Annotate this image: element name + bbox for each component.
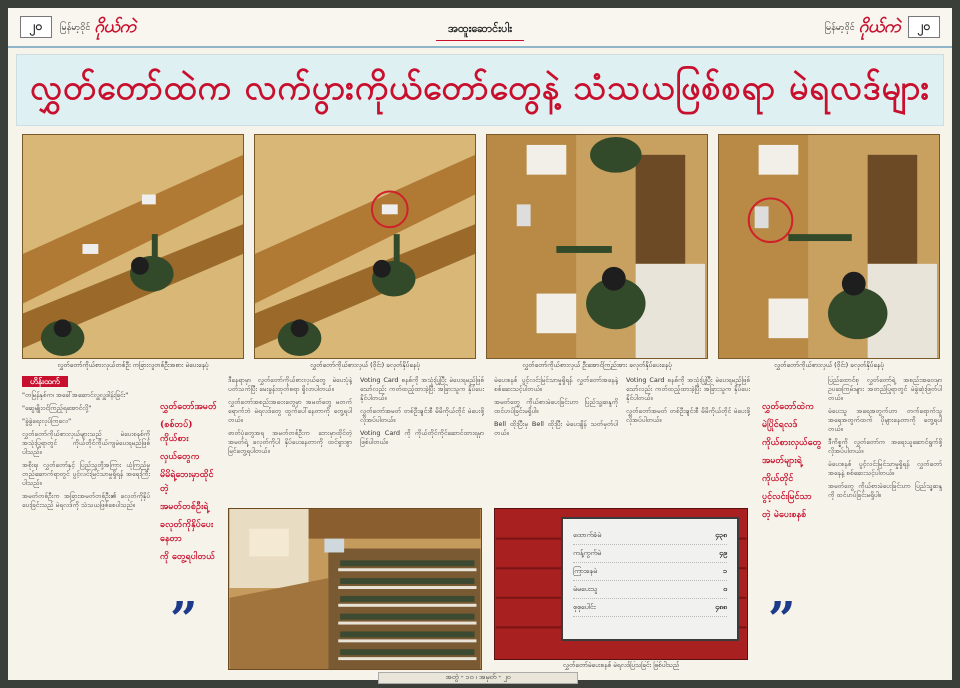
paragraph: လွှတ်တော်ကိုယ်စားလှယ်များသည် မဲပေးစနစ်ကို အသုံးပြုရာတွင် ကိုယ်တိုင်ကိုယ်ကျမဲပေးရမည်ဖြစ်ပါသည်။ <box>22 430 150 456</box>
masthead-right <box>824 12 900 44</box>
pull-quote-line: ပွင့်လင်းမြင်သာ <box>762 492 812 502</box>
vote-result-panel <box>561 517 739 641</box>
paragraph: အမတ်တွေ ကိုယ်စားမဲပေးခြင်းဟာ ပြည်သူ့ဆန္ဒကို ထင်ဟပ်ခြင်းမရှိပါ။ <box>828 482 942 499</box>
pull-quote-2 <box>762 400 822 526</box>
photo-3-caption: လွှတ်တော်ကိုယ်စားလှယ် ဦးအောင်ကြည်အား ခလုတ်နှိပ်ပေးနေပုံ <box>522 361 672 369</box>
vote-value: ၁ <box>723 567 727 575</box>
headline-band <box>16 54 944 126</box>
photo-2-caption: လွှတ်တော်ကိုယ်စားလှယ် (ဝိုင်း) ခလုတ်နှိပ်နေပုံ <box>310 361 420 369</box>
parliament-hall-photo <box>228 508 482 670</box>
photo-2 <box>254 134 476 359</box>
pull-quote-line: မဲပြိုင်ရလဒ် <box>762 420 798 430</box>
photo-1-caption: လွှတ်တော်ကိုယ်စားလှယ်တစ်ဦး ကခြားလူတစ်ဦးအစား မဲပေးနေပုံ <box>57 361 209 369</box>
paragraph: Voting Card စနစ်ကို အသုံးပြုပြီး မဲပေးရမည်ဖြစ်သော်လည်း ကတ်ထည့်ထားခဲ့ပြီး အခြားသူက နှိပ်ပေးနိုင်ပါတယ်။ <box>360 376 484 402</box>
newspaper-page <box>8 8 952 680</box>
parliament-desk-photo-1 <box>23 135 243 358</box>
masthead-logo: ဂိုယ်ကဲ <box>94 16 136 37</box>
page-header <box>8 8 952 48</box>
photo-4 <box>718 134 940 359</box>
article-column-4 <box>494 376 618 504</box>
quote-mark-icon: ” <box>768 592 796 648</box>
parliament-desk-photo-4 <box>719 135 939 358</box>
paragraph: လွှတ်တော်အစည်းအဝေးတွေမှာ အမတ်တွေ မတက်ရောက်ဘဲ မဲရလဒ်တွေ ထွက်ပေါ်နေတာကို တွေ့ရပါတယ်။ <box>228 398 352 424</box>
page-title: လွှတ်တော်ထဲက လက်ပွားကိုယ်တော်တွေနဲ့ သံသယဖြစ်စရာ မဲရလဒ်များ <box>30 67 930 108</box>
paragraph: မဲပေးသူ အရေအတွက်ဟာ တက်ရောက်သူအရေအတွက်ထက် ပိုများနေတာကို တွေ့ရပါတယ်။ <box>828 407 942 433</box>
photo-1 <box>22 134 244 359</box>
vote-label: ကန့်ကွက်မဲ <box>573 549 602 557</box>
page-number-left: ၂၀ <box>20 16 52 38</box>
masthead-logo-right: ဂိုယ်ကဲ <box>858 16 900 37</box>
article-body <box>22 376 942 672</box>
paragraph: ပြည်ထောင်စု လွှတ်တော်ရဲ့ အစည်းအဝေးမှာ ဥပဒေကြမ်းများ အတည်ပြုရာတွင် မဲခွဲဆုံးဖြတ်ပါတယ်။ <box>828 376 942 402</box>
paragraph: အစိုးရ၊ လွှတ်တော်နှင့် ပြည်သူတို့အကြား ယုံကြည်မှုတည်ဆောက်ရာတွင် ပွင့်လင်းမြင်သာမှုရှိရန် အရေးကြီးပါသည်။ <box>22 461 150 487</box>
parliament-hall-image <box>229 509 481 669</box>
photo-strip <box>22 134 942 374</box>
vote-label: ကြားနေမဲ <box>573 567 598 575</box>
pull-quote-line: (စစ်တပ်) ကိုယ်စား <box>160 420 193 444</box>
byline-kicker: ဟိန်းထက် <box>22 376 68 387</box>
vote-value: ၀ <box>723 585 727 593</box>
paragraph: "တမြန်နှစ်က၊ အခေါ်အဆောင်လှူလှူဒါန်းခြင်း" <box>22 391 129 399</box>
paragraph: Voting Card စနစ်ကို အသုံးပြုပြီး မဲပေးရမည်ဖြစ်သော်လည်း ကတ်ထည့်ထားခဲ့ပြီး အခြားသူက နှိပ်ပေးနိုင်ပါတယ်။ <box>626 376 750 402</box>
vote-label: စုစုပေါင်း <box>573 603 596 611</box>
vote-value: ၄၃၈ <box>715 531 727 539</box>
paragraph: Bell ထိုးပြီးမှ Bell ထိုးပြီး မဲပေးချိန် သတ်မှတ်ပါတယ်။ <box>494 420 618 437</box>
masthead-small-text-right: မြန်မာ့ဝိုင် <box>824 22 855 33</box>
pull-quote-1 <box>160 400 220 568</box>
quote-mark-icon: ” <box>170 592 198 648</box>
article-column-2 <box>228 376 352 504</box>
pull-quote-line: ကို တွေ့ရပါတယ် <box>160 552 215 562</box>
vote-screen-caption: လွှတ်တော်မဲပေးစနစ် မဲရလဒ်ပြသခြင်း ဖြစ်ပါသည် <box>562 661 680 669</box>
pull-quote-line: ကိုယ်စားလှယ်တွေ <box>762 438 822 448</box>
paragraph: အမတ်တစ်ဦးက အခြားအမတ်တစ်ဦး၏ ခလုတ်ကိုနှိပ်ပေးခြင်းသည် မဲရလဒ်ကို သံသယဖြစ်စေပါသည်။ <box>22 492 150 509</box>
parliament-desk-photo-3 <box>487 135 707 358</box>
paragraph: ဓာတ်ပုံတွေအရ အမတ်တစ်ဦးက ဘေးမှာထိုင်တဲ့ အမတ်ရဲ့ ခလုတ်ကိုပါ နှိပ်ပေးနေတာကို ထင်ရှားစွာ မြင်တွေ့ရပါတယ်။ <box>228 429 352 455</box>
paragraph: လွှတ်တော်အမတ် တစ်ဦးချင်းစီ မိမိကိုယ်တိုင် မဲပေးဖို့ လိုအပ်ပါတယ်။ <box>626 407 750 424</box>
pull-quote-line: ကိုယ်တိုင် <box>762 474 794 484</box>
paragraph: လွှတ်တော်အမတ် တစ်ဦးချင်းစီ မိမိကိုယ်တိုင် မဲပေးဖို့ လိုအပ်ပါတယ်။ <box>360 407 484 424</box>
pull-quote-line: မိမိရဲ့ဘေးမှာထိုင်တဲ့ <box>160 470 214 494</box>
pull-quote-line: အမတ်များရဲ့ <box>762 456 802 466</box>
vote-row <box>573 581 727 599</box>
paragraph: ဒီနေရာမှာ လွှတ်တော်ကိုယ်စားလှယ်တွေ မဲပေးပုံနဲ့ပတ်သက်ပြီး မေးခွန်းထုတ်စရာ ရှိလာပါတယ်။ <box>228 376 352 393</box>
vote-screen-photo <box>494 508 748 660</box>
vote-row <box>573 563 727 581</box>
vote-row <box>573 545 727 563</box>
vote-label: မဲမပေးသူ <box>573 585 598 593</box>
pull-quote-line: လွှတ်တော်ထဲက <box>762 402 815 412</box>
paragraph: "ဆွေမျိုးဝင်ကြည့်ရအောင်လို့" <box>22 404 92 412</box>
article-column-3 <box>360 376 484 504</box>
article-column-5 <box>626 376 750 504</box>
pull-quote-line: ခလုတ်ကိုနှိပ်ပေးနေတာ <box>160 520 214 544</box>
paragraph: မဲပေးစနစ် ပွင့်လင်းမြင်သာမှုရှိရန် လွှတ်တော်အနေနဲ့ စစ်ဆေးသင့်ပါတယ်။ <box>494 376 618 393</box>
masthead-left <box>60 12 136 44</box>
paragraph: မဲပေးစနစ် ပွင့်လင်းမြင်သာမှုရှိရန် လွှတ်တော်အနေနဲ့ စစ်ဆေးသင့်ပါတယ်။ <box>828 460 942 477</box>
paragraph: Voting Card ကို ကိုယ်တိုင်ကိုင်ဆောင်ထားရမှာ ဖြစ်ပါတယ်။ <box>360 429 484 446</box>
vote-value: ၄၉ <box>719 549 727 557</box>
page-number-right: ၂၀ <box>908 16 940 38</box>
photo-3 <box>486 134 708 359</box>
masthead-small-text: မြန်မာ့ဝိုင် <box>60 22 91 33</box>
paragraph: "ခွဲခွဲရေးလုပ်ကြလေ" <box>22 417 72 425</box>
vote-value: ၄၈၈ <box>715 603 727 611</box>
pull-quote-line: အမတ်တစ်ဦးရဲ့ <box>160 502 209 512</box>
vote-row <box>573 527 727 545</box>
page-footer: အတွဲ - ၁၀ ၊ အမှတ် - ၂၀ <box>378 672 578 684</box>
article-column-1 <box>22 376 150 666</box>
section-label: အထူးဆောင်းပါး <box>436 20 524 41</box>
vote-row <box>573 599 727 617</box>
paragraph: အမတ်တွေ ကိုယ်စားမဲပေးခြင်းဟာ ပြည်သူ့ဆန္ဒကို ထင်ဟပ်ခြင်းမရှိပါ။ <box>494 398 618 415</box>
vote-label: ထောက်ခံမဲ <box>573 531 602 539</box>
photo-4-caption: လွှတ်တော်ကိုယ်စားလှယ် (ဝိုင်း) ခလုတ်နှိပ်နေပုံ <box>774 361 884 369</box>
pull-quote-line: လွှတ်တော်အမတ် <box>160 402 217 412</box>
parliament-desk-photo-2 <box>255 135 475 358</box>
pull-quote-line: တဲ့ မဲပေးစနစ် <box>762 510 807 520</box>
paragraph: ဒီကိစ္စကို လွှတ်တော်က အရေးယူဆောင်ရွက်ဖို့ လိုအပ်ပါတယ်။ <box>828 438 942 455</box>
pull-quote-line: လှယ်တွေက <box>160 452 200 462</box>
article-column-6 <box>828 376 942 666</box>
